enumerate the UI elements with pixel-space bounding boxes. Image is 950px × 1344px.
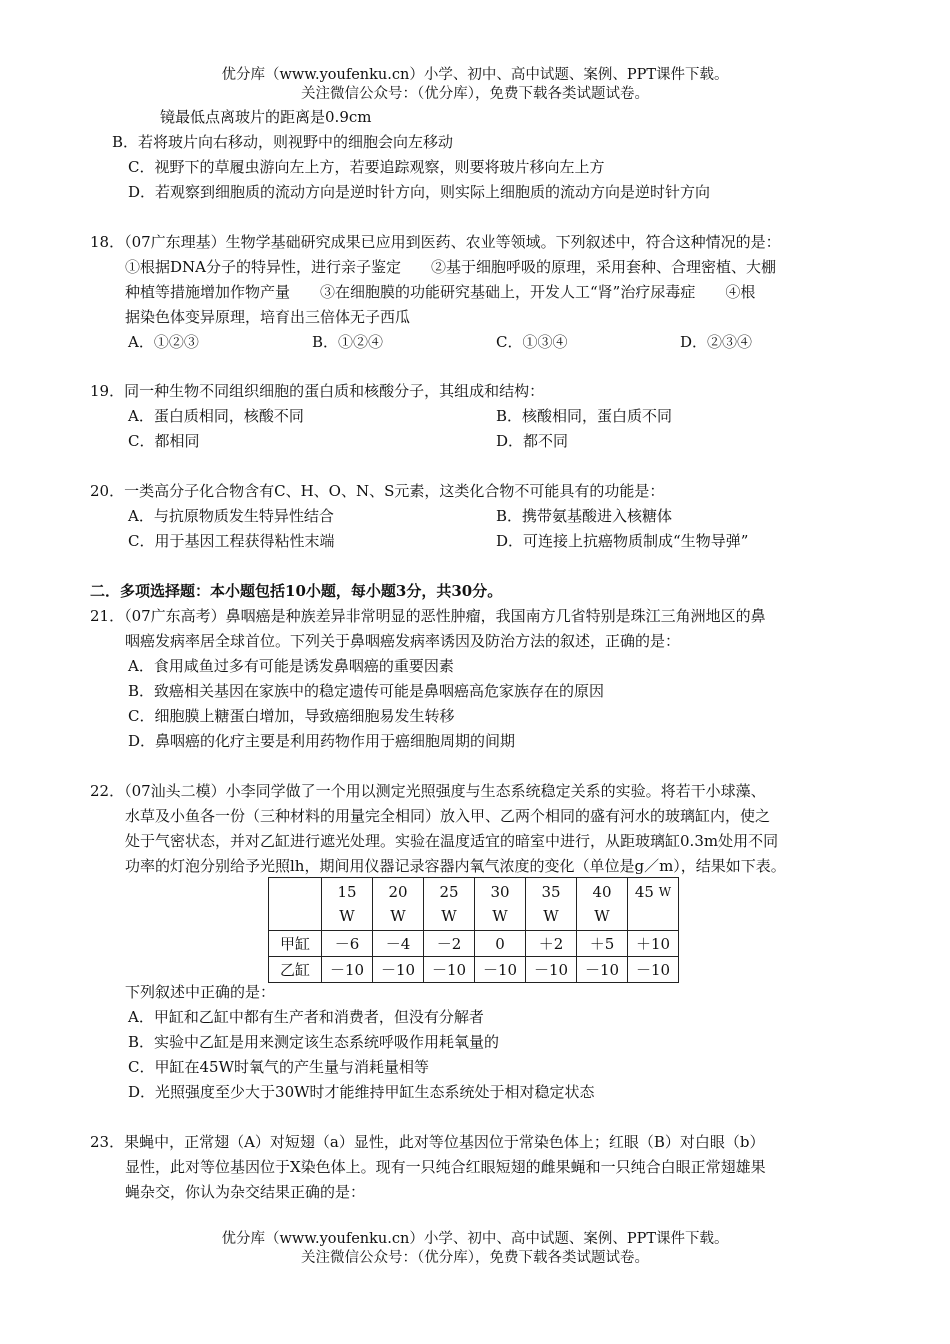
table-cell: －10 — [424, 957, 475, 983]
table-row — [269, 957, 679, 983]
q22-stem-line-4: 功率的灯泡分别给予光照lh，期间用仪器记录容器内氧气浓度的变化（单位是g／m），结果如下表。 — [125, 857, 786, 875]
header-unit: W — [441, 907, 457, 925]
header-power: 15 — [337, 883, 357, 901]
table-cell: ＋5 — [577, 931, 628, 957]
header-unit: W — [594, 907, 610, 925]
q22-stem-line-2: 水草及小鱼各一份（三种材料的用量完全相同）放入甲、乙两个相同的盛有河水的玻璃缸内，使之 — [125, 807, 771, 825]
oxygen-data-table — [268, 877, 679, 983]
q18-option-b: B．①②④ — [312, 333, 384, 351]
header-line-1: 优分库（www.youfenku.cn）小学、初中、高中试题、案例、PPT课件下载。 — [221, 67, 729, 83]
q20-option-d: D．可连接上抗癌物质制成“生物导弹” — [496, 532, 749, 550]
header-power: 40 — [592, 883, 612, 901]
q17-option-b: B．若将玻片向右移动，则视野中的细胞会向左移动 — [112, 133, 454, 151]
table-cell: 0 — [475, 931, 526, 957]
page-footer — [0, 1230, 950, 1268]
table-cell: －10 — [577, 957, 628, 983]
section-2-heading: 二．多项选择题：本小题包括10小题，每小题3分，共30分。 — [90, 582, 503, 600]
q18-option-c: C．①③④ — [496, 333, 568, 351]
header-unit: W — [658, 885, 672, 899]
q21-option-d: D．鼻咽癌的化疗主要是利用药物作用于癌细胞周期的间期 — [128, 732, 516, 750]
q22-stem-line-3: 处于气密状态，并对乙缸进行遮光处理。实验在温度适宜的暗室中进行，从距玻璃缸0.3m处用不同 — [125, 832, 779, 850]
q21-stem-line-2: 咽癌发病率居全球首位。下列关于鼻咽癌发病率诱因及防治方法的叙述，正确的是： — [125, 632, 681, 650]
q20-option-a: A．与抗原物质发生特异性结合 — [128, 507, 334, 525]
table-header-cell — [577, 878, 628, 931]
header-unit: W — [390, 907, 406, 925]
q17-option-c: C．视野下的草履虫游向左上方，若要追踪观察，则要将玻片移向左上方 — [128, 158, 605, 176]
q21-option-b: B．致癌相关基因在家族中的稳定遗传可能是鼻咽癌高危家族存在的原因 — [128, 682, 605, 700]
q20-option-b: B．携带氨基酸进入核糖体 — [496, 507, 673, 525]
q22-option-d: D．光照强度至少大于30W时才能维持甲缸生态系统处于相对稳定状态 — [128, 1083, 595, 1101]
table-cell: －10 — [475, 957, 526, 983]
q23-stem-line-1: 23．果蝇中，正常翅（A）对短翅（a）显性，此对等位基因位于常染色体上；红眼（B）对白眼（b） — [90, 1133, 765, 1151]
header-unit: W — [543, 907, 559, 925]
header-unit: W — [339, 907, 355, 925]
q19-option-b: B．核酸相同，蛋白质不同 — [496, 407, 673, 425]
q21-stem-line-1: 21．（07广东高考）鼻咽癌是种族差异非常明显的恶性肿瘤，我国南方几省特别是珠江三角洲地区的鼻 — [90, 607, 766, 625]
q20-option-c: C．用于基因工程获得粘性末端 — [128, 532, 335, 550]
page-header — [0, 66, 950, 104]
table-row — [269, 931, 679, 957]
table-cell: －10 — [322, 957, 373, 983]
q18-option-d: D．②③④ — [680, 333, 753, 351]
table-cell: －10 — [526, 957, 577, 983]
q22-stem-line-1: 22．（07汕头二模）小李同学做了一个用以测定光照强度与生态系统稳定关系的实验。将若干小球藻、 — [90, 782, 766, 800]
table-header-cell — [322, 878, 373, 931]
q19-option-d: D．都不同 — [496, 432, 569, 450]
header-power: 20 — [388, 883, 408, 901]
header-power: 25 — [439, 883, 459, 901]
table-cell: －4 — [373, 931, 424, 957]
row-label: 甲缸 — [269, 931, 322, 957]
header-power: 45 — [634, 883, 654, 901]
q18-stem-line-3: 种植等措施增加作物产量 ③在细胞膜的功能研究基础上，开发人工“肾”治疗尿毒症 ④根 — [125, 283, 756, 301]
q18-stem-line-4: 据染色体变异原理，培育出三倍体无子西瓜 — [125, 308, 411, 326]
q19-option-a: A．蛋白质相同，核酸不同 — [128, 407, 304, 425]
header-line-2: 关注微信公众号：（优分库），免费下载各类试题试卷。 — [301, 86, 649, 102]
table-cell: －6 — [322, 931, 373, 957]
q20-stem: 20．一类高分子化合物含有C、H、O、N、S元素，这类化合物不可能具有的功能是： — [90, 482, 665, 500]
table-header-row — [269, 878, 679, 931]
footer-line-1: 优分库（www.youfenku.cn）小学、初中、高中试题、案例、PPT课件下载。 — [221, 1231, 729, 1247]
header-power: 30 — [490, 883, 510, 901]
q17-continuation: 镜最低点离玻片的距离是0.9cm — [160, 108, 372, 126]
table-cell: ＋2 — [526, 931, 577, 957]
q22-option-b: B．实验中乙缸是用来测定该生态系统呼吸作用耗氧量的 — [128, 1033, 500, 1051]
row-label: 乙缸 — [269, 957, 322, 983]
table-header-cell — [526, 878, 577, 931]
table-cell: －2 — [424, 931, 475, 957]
q18-stem-line-2: ①根据DNA分子的特异性，进行亲子鉴定 ②基于细胞呼吸的原理，采用套种、合理密植、大棚 — [125, 258, 776, 276]
q19-option-c: C．都相同 — [128, 432, 200, 450]
footer-line-2: 关注微信公众号：（优分库），免费下载各类试题试卷。 — [301, 1250, 649, 1266]
header-power: 35 — [541, 883, 561, 901]
q23-stem-line-3: 蝇杂交，你认为杂交结果正确的是： — [125, 1183, 366, 1201]
table-cell: －10 — [628, 957, 679, 983]
q22-prompt: 下列叙述中正确的是： — [125, 983, 276, 1001]
q23-stem-line-2: 显性，此对等位基因位于X染色体上。现有一只纯合红眼短翅的雌果蝇和一只纯合白眼正常翅雄果 — [125, 1158, 766, 1176]
q22-option-c: C．甲缸在45W时氧气的产生量与消耗量相等 — [128, 1058, 429, 1076]
q18-stem-line-1: 18．（07广东理基）生物学基础研究成果已应用到医药、农业等领域。下列叙述中，符合这种情况的是： — [90, 233, 781, 251]
q21-option-c: C．细胞膜上糖蛋白增加，导致癌细胞易发生转移 — [128, 707, 455, 725]
q19-stem: 19．同一种生物不同组织细胞的蛋白质和核酸分子，其组成和结构： — [90, 382, 545, 400]
q18-option-a: A．①②③ — [128, 333, 199, 351]
q17-option-d: D．若观察到细胞质的流动方向是逆时针方向，则实际上细胞质的流动方向是逆时针方向 — [128, 183, 711, 201]
table-header-cell — [628, 878, 679, 931]
table-header-cell — [475, 878, 526, 931]
table-header-cell — [373, 878, 424, 931]
header-unit: W — [492, 907, 508, 925]
table-header-cell — [424, 878, 475, 931]
q21-option-a: A．食用咸鱼过多有可能是诱发鼻咽癌的重要因素 — [128, 657, 454, 675]
table-cell: －10 — [373, 957, 424, 983]
table-corner-cell — [269, 878, 322, 931]
q22-option-a: A．甲缸和乙缸中都有生产者和消费者，但没有分解者 — [128, 1008, 484, 1026]
table-cell: ＋10 — [628, 931, 679, 957]
